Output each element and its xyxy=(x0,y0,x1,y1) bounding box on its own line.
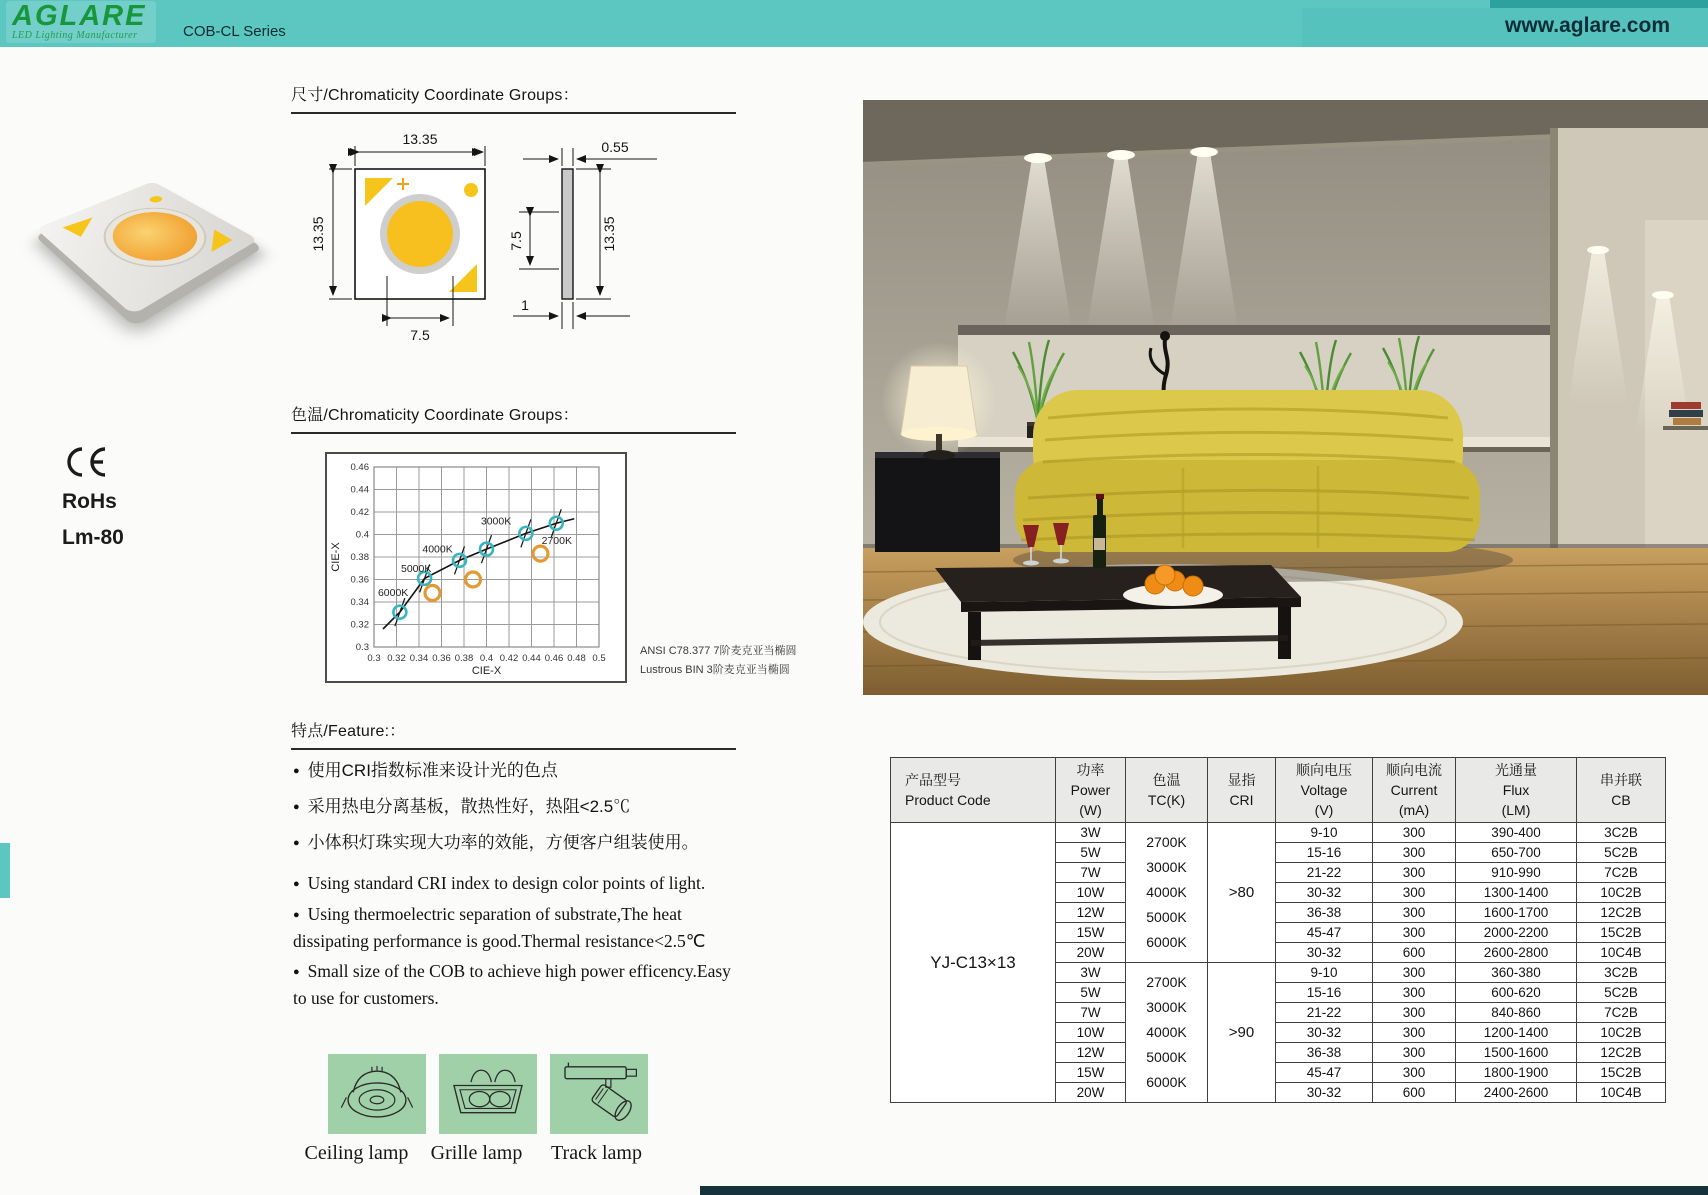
svg-text:0.46: 0.46 xyxy=(544,653,564,664)
grille-lamp-label: Grille lamp xyxy=(430,1142,523,1164)
voltage-cell: 30-32 xyxy=(1276,1023,1373,1043)
flux-cell: 840-860 xyxy=(1456,1003,1577,1023)
svg-text:6000K: 6000K xyxy=(377,586,409,599)
dim-top-width: 13.35 xyxy=(402,131,438,147)
svg-text:0.44: 0.44 xyxy=(522,653,541,664)
svg-text:0.5: 0.5 xyxy=(592,653,606,664)
power-cell: 10W xyxy=(1056,883,1126,903)
svg-text:0.32: 0.32 xyxy=(350,619,369,631)
current-cell: 300 xyxy=(1373,1043,1456,1063)
flux-cell: 1200-1400 xyxy=(1456,1023,1577,1043)
cb-cell: 10C4B xyxy=(1577,1083,1666,1103)
power-cell: 12W xyxy=(1056,1043,1126,1063)
cob-chip xyxy=(36,181,259,315)
voltage-cell: 45-47 xyxy=(1276,1063,1373,1083)
svg-text:0.34: 0.34 xyxy=(350,597,369,608)
feature-en-2: ● Small size of the COB to achieve high power efficency.Easy to use for customers. xyxy=(293,958,745,1011)
cb-cell: 3C2B xyxy=(1577,823,1666,843)
chromaticity-chart-svg xyxy=(327,454,625,681)
flux-cell: 2000-2200 xyxy=(1456,923,1577,943)
feature-zh-2: ● 小体积灯珠实现大功率的效能，方便客户组装使用。 xyxy=(293,828,753,853)
flux-cell: 910-990 xyxy=(1456,863,1577,883)
spec-header-col0: 产品型号 Product Code xyxy=(891,758,1056,823)
feature-zh-0: ● 使用CRI指数标准来设计光的色点 xyxy=(293,756,753,781)
logo-title: AGLARE xyxy=(12,0,147,32)
cri-cell: >90 xyxy=(1208,963,1276,1103)
header-bar xyxy=(0,0,1708,47)
application-labels xyxy=(300,1142,653,1165)
current-cell: 300 xyxy=(1373,863,1456,883)
cob-light-emitting-surface xyxy=(86,199,225,280)
svg-text:CIE-X: CIE-X xyxy=(471,665,502,677)
voltage-cell: 30-32 xyxy=(1276,1083,1373,1103)
chip-corner-mark xyxy=(63,216,105,239)
series-label: COB-CL Series xyxy=(183,23,286,40)
voltage-cell: 36-38 xyxy=(1276,903,1373,923)
current-cell: 300 xyxy=(1373,1063,1456,1083)
flux-cell: 600-620 xyxy=(1456,983,1577,1003)
flux-cell: 650-700 xyxy=(1456,843,1577,863)
svg-text:CIE-X: CIE-X xyxy=(330,542,342,572)
dim-side-bottom: 1 xyxy=(521,297,529,313)
dimensions-section-title: 尺寸/Chromaticity Coordinate Groups： xyxy=(291,82,736,114)
product-code-cell: YJ-C13×13 xyxy=(891,823,1056,1103)
cb-cell: 7C2B xyxy=(1577,1003,1666,1023)
power-cell: 5W xyxy=(1056,843,1126,863)
dim-side-height: 13.35 xyxy=(601,216,617,252)
ceiling-lamp-label: Ceiling lamp xyxy=(304,1142,409,1164)
chart-note-line1: ANSI C78.377 7阶麦克亚当椭圆 xyxy=(640,645,797,657)
voltage-cell: 21-22 xyxy=(1276,863,1373,883)
cb-cell: 10C2B xyxy=(1577,1023,1666,1043)
features-section-title: 特点/Feature:： xyxy=(291,718,736,750)
chart-note xyxy=(640,642,797,681)
power-cell: 20W xyxy=(1056,1083,1126,1103)
power-cell: 15W xyxy=(1056,1063,1126,1083)
grille-lamp-box xyxy=(439,1054,537,1134)
track-lamp-label: Track lamp xyxy=(551,1142,642,1164)
flux-cell: 1800-1900 xyxy=(1456,1063,1577,1083)
spec-table xyxy=(890,757,1666,1103)
living-room-photo xyxy=(863,100,1708,695)
svg-text:0.42: 0.42 xyxy=(350,507,369,518)
voltage-cell: 30-32 xyxy=(1276,883,1373,903)
power-cell: 7W xyxy=(1056,863,1126,883)
cb-cell: 10C4B xyxy=(1577,943,1666,963)
current-cell: 600 xyxy=(1373,1083,1456,1103)
logo-subtitle: LED Lighting Manufacturer xyxy=(12,30,138,41)
features-list-en xyxy=(293,870,745,1015)
power-cell: 10W xyxy=(1056,1023,1126,1043)
svg-text:0.3: 0.3 xyxy=(355,642,369,653)
feature-en-0: ● Using standard CRI index to design color points of light. xyxy=(293,870,745,897)
chromaticity-section-title: 色温/Chromaticity Coordinate Groups： xyxy=(291,402,736,434)
svg-text:0.4: 0.4 xyxy=(479,653,494,664)
cb-cell: 5C2B xyxy=(1577,843,1666,863)
ceiling-lamp-icon xyxy=(334,1060,420,1128)
svg-text:0.38: 0.38 xyxy=(454,653,474,664)
current-cell: 300 xyxy=(1373,983,1456,1003)
page-edge-tab xyxy=(0,843,10,898)
feature-zh-1: ● 采用热电分离基板，散热性好，热阻<2.5℃ xyxy=(293,792,753,817)
power-cell: 3W xyxy=(1056,823,1126,843)
svg-text:0.46: 0.46 xyxy=(350,462,369,473)
website-link[interactable]: www.aglare.com xyxy=(1505,14,1670,37)
svg-text:0.34: 0.34 xyxy=(409,653,429,664)
current-cell: 300 xyxy=(1373,903,1456,923)
spec-header-col7: 串并联 CB xyxy=(1577,758,1666,823)
spec-header-row xyxy=(891,758,1666,823)
current-cell: 300 xyxy=(1373,1023,1456,1043)
dim-side-thickness: 0.55 xyxy=(601,139,629,155)
flux-cell: 1600-1700 xyxy=(1456,903,1577,923)
current-cell: 300 xyxy=(1373,843,1456,863)
spec-header-col6: 光通量 Flux (LM) xyxy=(1456,758,1577,823)
voltage-cell: 21-22 xyxy=(1276,1003,1373,1023)
current-cell: 600 xyxy=(1373,943,1456,963)
cri-cell: >80 xyxy=(1208,823,1276,963)
voltage-cell: 36-38 xyxy=(1276,1043,1373,1063)
flux-cell: 1300-1400 xyxy=(1456,883,1577,903)
cb-cell: 12C2B xyxy=(1577,1043,1666,1063)
dim-side-mid: 7.5 xyxy=(508,231,524,251)
power-cell: 7W xyxy=(1056,1003,1126,1023)
grille-lamp-icon xyxy=(445,1060,531,1128)
flux-cell: 2400-2600 xyxy=(1456,1083,1577,1103)
tc-cell: 2700K 3000K 4000K 5000K 6000K xyxy=(1126,963,1208,1103)
svg-text:4000K: 4000K xyxy=(422,543,453,556)
feature-en-1: ● Using thermoelectric separation of substrate,The heat dissipating performance is good.Thermal resistance<2.5℃ xyxy=(293,901,745,954)
voltage-cell: 45-47 xyxy=(1276,923,1373,943)
flux-cell: 390-400 xyxy=(1456,823,1577,843)
current-cell: 300 xyxy=(1373,1003,1456,1023)
current-cell: 300 xyxy=(1373,883,1456,903)
spec-header-col1: 功率 Power (W) xyxy=(1056,758,1126,823)
lm80-label: Lm-80 xyxy=(62,526,124,549)
ce-mark-icon xyxy=(62,446,108,478)
website-box xyxy=(1302,8,1708,47)
application-icons xyxy=(328,1054,648,1134)
current-cell: 300 xyxy=(1373,823,1456,843)
voltage-cell: 30-32 xyxy=(1276,943,1373,963)
svg-text:5000K: 5000K xyxy=(401,563,432,576)
flux-cell: 1500-1600 xyxy=(1456,1043,1577,1063)
features-list-zh xyxy=(293,756,753,864)
power-cell: 12W xyxy=(1056,903,1126,923)
voltage-cell: 15-16 xyxy=(1276,983,1373,1003)
current-cell: 300 xyxy=(1373,963,1456,983)
chip-corner-mark xyxy=(147,195,165,204)
svg-text:0.44: 0.44 xyxy=(350,484,369,496)
voltage-cell: 9-10 xyxy=(1276,823,1373,843)
dim-les-diameter: 7.5 xyxy=(410,327,430,343)
cb-cell: 15C2B xyxy=(1577,1063,1666,1083)
cb-cell: 3C2B xyxy=(1577,963,1666,983)
spec-header-col3: 显指 CRI xyxy=(1208,758,1276,823)
svg-text:0.48: 0.48 xyxy=(567,653,586,664)
cb-cell: 12C2B xyxy=(1577,903,1666,923)
cb-cell: 7C2B xyxy=(1577,863,1666,883)
svg-text:0.36: 0.36 xyxy=(432,653,451,664)
current-cell: 300 xyxy=(1373,923,1456,943)
svg-text:0.42: 0.42 xyxy=(499,653,519,664)
spec-row xyxy=(891,823,1666,843)
spec-header-col4: 顺向电压 Voltage (V) xyxy=(1276,758,1373,823)
svg-text:3000K: 3000K xyxy=(480,515,512,528)
power-cell: 5W xyxy=(1056,983,1126,1003)
spec-header-col5: 顺向电流 Current (mA) xyxy=(1373,758,1456,823)
cb-cell: 5C2B xyxy=(1577,983,1666,1003)
tc-cell: 2700K 3000K 4000K 5000K 6000K xyxy=(1126,823,1208,963)
power-cell: 15W xyxy=(1056,923,1126,943)
svg-text:0.38: 0.38 xyxy=(350,552,369,563)
flux-cell: 360-380 xyxy=(1456,963,1577,983)
svg-text:0.3: 0.3 xyxy=(367,653,381,664)
spec-header-col2: 色温 TC(K) xyxy=(1126,758,1208,823)
svg-text:2700K: 2700K xyxy=(541,535,572,548)
aglare-logo xyxy=(6,1,156,43)
rohs-label: RoHs xyxy=(62,490,117,513)
power-cell: 3W xyxy=(1056,963,1126,983)
power-cell: 20W xyxy=(1056,943,1126,963)
footer-bar xyxy=(700,1186,1708,1195)
svg-text:0.4: 0.4 xyxy=(355,529,369,541)
chromaticity-chart xyxy=(325,452,627,683)
certification-marks xyxy=(62,446,124,550)
track-lamp-box xyxy=(550,1054,648,1134)
track-lamp-icon xyxy=(556,1060,642,1128)
svg-text:0.36: 0.36 xyxy=(350,574,369,586)
dim-left-height: 13.35 xyxy=(310,216,326,252)
cb-cell: 10C2B xyxy=(1577,883,1666,903)
flux-cell: 2600-2800 xyxy=(1456,943,1577,963)
voltage-cell: 9-10 xyxy=(1276,963,1373,983)
cb-cell: 15C2B xyxy=(1577,923,1666,943)
svg-text:0.32: 0.32 xyxy=(387,653,406,664)
chart-note-line2: Lustrous BIN 3阶麦克亚当椭圆 xyxy=(640,664,790,677)
voltage-cell: 15-16 xyxy=(1276,843,1373,863)
ceiling-lamp-box xyxy=(328,1054,426,1134)
product-photo xyxy=(38,135,268,335)
dimension-drawing xyxy=(285,104,745,354)
